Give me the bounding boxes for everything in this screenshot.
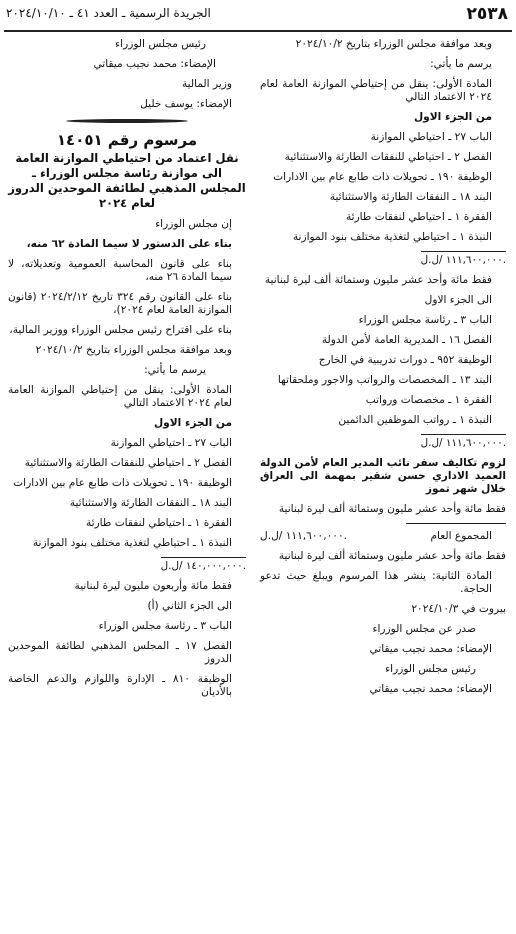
chapter-line: الباب ٣ ـ رئاسة مجلس الوزراء (358, 314, 492, 326)
grand-total-amount: ١١١,٦٠٠,٠٠٠ /ل.ل. (260, 530, 348, 542)
signatory-title: رئيس مجلس الوزراء (385, 663, 476, 675)
amount-words: فقط مائة وأحد عشر مليون وستمائة ألف ليرة لبنانية (264, 274, 492, 286)
item-line: البند ١٨ ـ النفقات الطارئة والاستثنائية (329, 191, 492, 203)
function-line: الوظيفة ٩٥٢ ـ دورات تدريبية في الخارج (318, 354, 492, 366)
amount-words: فقط مائة وأحد عشر مليون وستمائة ألف ليرة لبنانية (278, 503, 506, 515)
part-heading: من الجزء الاول (413, 111, 492, 123)
function-line: الوظيفة ١٩٠ ـ تحويلات ذات طابع عام بين الادارات (273, 171, 492, 183)
grand-total-label: المجموع العام (430, 530, 492, 542)
preamble-line: إن مجلس الوزراء (155, 218, 232, 230)
decree-title: نقل اعتماد من احتياطي الموازنة العامة الى موازنة رئاسة مجلس الوزراء ـ المجلس المذهبي لطائفة الموحدين الدروز لعام ٢٠٢٤ (8, 151, 246, 210)
subparagraph-line: النبذة ١ ـ رواتب الموظفين الدائمين (338, 414, 492, 426)
article-one: المادة الأولى: ينقل من إحتياطي الموازنة العامة لعام ٢٠٢٤ الاعتماد التالي (8, 384, 232, 409)
section-divider (67, 118, 187, 124)
amount-words: فقط مائة وأحد عشر مليون وستمائة ألف ليرة لبنانية (278, 550, 506, 562)
signature-line: الإمضاء: محمد نجيب ميقاتي (369, 683, 492, 695)
function-line: الوظيفة ٨١٠ ـ الإدارة واللوازم والدعم الخاصة بالأديان (8, 673, 232, 698)
signature-line: الإمضاء: محمد نجيب ميقاتي (93, 58, 216, 70)
issuer-line: صدر عن مجلس الوزراء (372, 623, 476, 635)
section-line: الفصل ١٧ ـ المجلس المذهبي لطائفة الموحدين الدروز (8, 640, 232, 665)
approval-line: وبعد موافقة مجلس الوزراء بتاريخ ٢٠٢٤/١٠/٢ (35, 344, 232, 356)
chapter-line: الباب ٢٧ ـ احتياطي الموازنة (110, 437, 232, 449)
part-heading: الى الجزء الثاني (أ) (147, 600, 232, 612)
preamble-line: بناء على الدستور لا سيما المادة ٦٢ منه، (26, 238, 232, 250)
paragraph-line: الفقرة ١ ـ احتياطي لنفقات طارئة (345, 211, 492, 223)
header-rule (4, 30, 512, 32)
chapter-line: الباب ٢٧ ـ احتياطي الموازنة (370, 131, 492, 143)
item-line: البند ١٣ ـ المخصصات والرواتب والاجور وملحقاتها (277, 374, 492, 386)
page-header (0, 0, 516, 30)
function-line: الوظيفة ١٩٠ ـ تحويلات ذات طابع عام بين الادارات (13, 477, 232, 489)
part-heading: الى الجزء الاول (424, 294, 492, 306)
signatory-title: رئيس مجلس الوزراء (115, 38, 206, 50)
item-line: البند ١٨ ـ النفقات الطارئة والاستثنائية (69, 497, 232, 509)
amount-line: ١١١,٦٠٠,٠٠٠ /ل.ل. (260, 251, 506, 267)
chapter-line: الباب ٣ ـ رئاسة مجلس الوزراء (98, 620, 232, 632)
signature-line: الإمضاء: يوسف خليل (140, 98, 232, 110)
part-heading: من الجزء الاول (153, 417, 232, 429)
article-one: المادة الأولى: ينقل من إحتياطي الموازنة العامة لعام ٢٠٢٤ الاعتماد التالي (260, 78, 492, 103)
preamble-line: بناء على اقتراح رئيس مجلس الوزراء ووزير المالية، (9, 324, 232, 336)
decree-line: يرسم ما يأتي: (430, 58, 492, 70)
total-rule (406, 523, 506, 524)
article-two: المادة الثانية: ينشر هذا المرسوم ويبلغ حيث تدعو الحاجة. (260, 570, 492, 595)
page-number: ٢٥٣٨ (466, 4, 508, 24)
amount-line: ١١١,٦٠٠,٠٠٠ /ل.ل. (260, 434, 506, 450)
left-column (8, 38, 246, 706)
amount-line: ١٤٠,٠٠٠,٠٠٠ /ل.ل. (8, 557, 246, 573)
paragraph-line: الفقرة ١ ـ احتياطي لنفقات طارئة (85, 517, 232, 529)
gazette-issue-title: الجريدة الرسمية ـ العدد ٤١ ـ ٢٠٢٤/١٠/١٠ (6, 6, 211, 20)
signatory-title: وزير المالية (181, 78, 232, 90)
preamble-line: بناء على قانون المحاسبة العمومية وتعديلاته، لا سيما المادة ٢٦ منه، (8, 258, 232, 283)
subparagraph-line: النبذة ١ ـ احتياطي لتغذية مختلف بنود الموازنة (32, 537, 232, 549)
section-line: الفصل ٢ ـ احتياطي للنفقات الطارئة والاستثنائية (284, 151, 492, 163)
preamble-line: بناء على القانون رقم ٣٢٤ تاريخ ٢٠٢٤/٢/١٢ (قانون الموازنة العامة لعام ٢٠٢٤)، (8, 291, 232, 316)
purpose-note: لزوم تكاليف سفر نائب المدير العام لأمن الدولة العميد الاداري حسن شقير بمهمة الى العراق خلال شهر تموز (260, 457, 506, 495)
place-date: بيروت في ٢٠٢٤/١٠/٣ (411, 603, 506, 615)
approval-line: وبعد موافقة مجلس الوزراء بتاريخ ٢٠٢٤/١٠/٢ (295, 38, 492, 50)
signature-line: الإمضاء: محمد نجيب ميقاتي (369, 643, 492, 655)
decree-line: يرسم ما يأتي: (144, 364, 206, 376)
amount-words: فقط مائة وأربعون مليون ليرة لبنانية (74, 580, 232, 592)
subparagraph-line: النبذة ١ ـ احتياطي لتغذية مختلف بنود الموازنة (292, 231, 492, 243)
grand-total-row (260, 530, 506, 543)
section-line: الفصل ١٦ ـ المديرية العامة لأمن الدولة (321, 334, 492, 346)
right-column (260, 38, 506, 703)
section-line: الفصل ٢ ـ احتياطي للنفقات الطارئة والاستثنائية (24, 457, 232, 469)
paragraph-line: الفقرة ١ ـ مخصصات ورواتب (365, 394, 492, 406)
decree-number: مرسوم رقم ١٤٠٥١ (56, 131, 198, 149)
